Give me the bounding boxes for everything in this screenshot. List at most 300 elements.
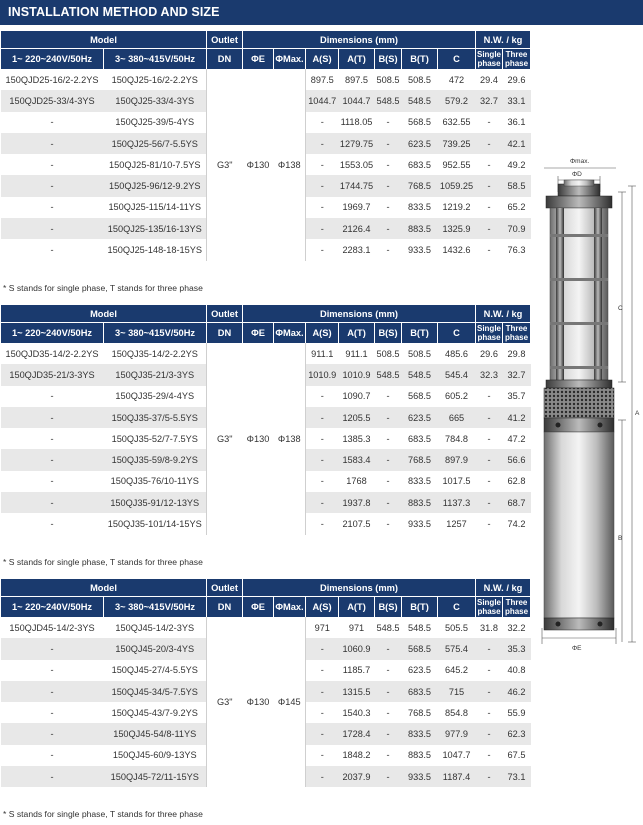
- header-dn: DN: [207, 323, 243, 344]
- cell-single-model: -: [1, 175, 104, 196]
- cell-b-s: -: [375, 723, 402, 744]
- cell-nw-single: -: [476, 407, 503, 428]
- cell-b-t: 683.5: [402, 154, 438, 175]
- cell-single-model: -: [1, 513, 104, 534]
- cell-three-model: 150QJ35-21/3-3YS: [104, 364, 207, 385]
- drawing-label-a: A: [635, 410, 640, 417]
- header-outlet: Outlet: [207, 31, 243, 49]
- cell-b-s: 548.5: [375, 364, 402, 385]
- cell-single-model: -: [1, 723, 104, 744]
- cell-b-s: -: [375, 175, 402, 196]
- cell-b-s: -: [375, 766, 402, 787]
- cell-a-t: 897.5: [339, 69, 375, 90]
- cell-single-model: -: [1, 702, 104, 723]
- cell-three-model: 150QJ45-72/11-15YS: [104, 766, 207, 787]
- cell-b-t: 883.5: [402, 492, 438, 513]
- cell-b-s: 508.5: [375, 69, 402, 90]
- cell-a-s: 971: [306, 617, 339, 638]
- cell-c: 645.2: [438, 660, 476, 681]
- cell-single-model: -: [1, 218, 104, 239]
- cell-b-t: 508.5: [402, 343, 438, 364]
- cell-nw-single: -: [476, 723, 503, 744]
- cell-nw-single: -: [476, 513, 503, 534]
- cell-nw-three: 70.9: [503, 218, 531, 239]
- header-model: Model: [1, 579, 207, 597]
- cell-c: 977.9: [438, 723, 476, 744]
- cell-single-model: 150QJD25-16/2-2.2YS: [1, 69, 104, 90]
- cell-a-s: -: [306, 449, 339, 470]
- cell-b-s: -: [375, 513, 402, 534]
- spec-table-qj25: [0, 31, 531, 261]
- header-a-t: A(T): [339, 597, 375, 618]
- header-text: Three: [505, 50, 528, 59]
- header-text: Single: [476, 598, 501, 607]
- cell-a-t: 1090.7: [339, 386, 375, 407]
- cell-three-model: 150QJ45-14/2-3YS: [104, 617, 207, 638]
- cell-three-model: 150QJ25-16/2-2.2YS: [104, 69, 207, 90]
- cell-b-t: 833.5: [402, 197, 438, 218]
- table-row: [1, 69, 531, 90]
- cell-nw-three: 65.2: [503, 197, 531, 218]
- cell-a-s: -: [306, 681, 339, 702]
- cell-c: 1219.2: [438, 197, 476, 218]
- cell-b-s: -: [375, 702, 402, 723]
- cell-c: 1137.3: [438, 492, 476, 513]
- cell-a-s: 897.5: [306, 69, 339, 90]
- cell-c: 579.2: [438, 90, 476, 111]
- header-text: Three: [505, 598, 528, 607]
- header-a-t: A(T): [339, 323, 375, 344]
- cell-nw-three: 36.1: [503, 112, 531, 133]
- cell-phi-e: Φ130: [243, 69, 274, 261]
- cell-a-t: 1185.7: [339, 660, 375, 681]
- cell-three-model: 150QJ35-37/5-5.5YS: [104, 407, 207, 428]
- cell-a-t: 911.1: [339, 343, 375, 364]
- cell-a-t: 1553.05: [339, 154, 375, 175]
- cell-nw-three: 35.3: [503, 638, 531, 659]
- cell-c: 1432.6: [438, 239, 476, 260]
- cell-nw-single: -: [476, 218, 503, 239]
- cell-dn: G3": [207, 343, 243, 535]
- cell-b-s: -: [375, 428, 402, 449]
- drawing-label-c: C: [618, 305, 623, 312]
- phase-note: * S stands for single phase, T stands for three phase: [3, 809, 203, 819]
- cell-nw-three: 55.9: [503, 702, 531, 723]
- cell-a-s: 911.1: [306, 343, 339, 364]
- header-c: C: [438, 323, 476, 344]
- cell-b-s: -: [375, 638, 402, 659]
- header-b-t: B(T): [402, 597, 438, 618]
- cell-three-model: 150QJ25-135/16-13YS: [104, 218, 207, 239]
- cell-b-t: 548.5: [402, 364, 438, 385]
- cell-b-s: -: [375, 197, 402, 218]
- cell-three-model: 150QJ35-59/8-9.2YS: [104, 449, 207, 470]
- cell-c: 472: [438, 69, 476, 90]
- cell-b-t: 683.5: [402, 428, 438, 449]
- cell-three-model: 150QJ35-101/14-15YS: [104, 513, 207, 534]
- cell-nw-three: 41.2: [503, 407, 531, 428]
- cell-nw-single: -: [476, 471, 503, 492]
- cell-three-model: 150QJ25-81/10-7.5YS: [104, 154, 207, 175]
- cell-three-model: 150QJ25-33/4-3YS: [104, 90, 207, 111]
- cell-single-model: -: [1, 407, 104, 428]
- header-single-phase-weight: [476, 597, 503, 618]
- cell-a-s: -: [306, 638, 339, 659]
- cell-single-model: -: [1, 239, 104, 260]
- cell-nw-single: 29.4: [476, 69, 503, 90]
- cell-nw-single: -: [476, 638, 503, 659]
- cell-a-s: -: [306, 133, 339, 154]
- cell-c: 854.8: [438, 702, 476, 723]
- cell-c: 1017.5: [438, 471, 476, 492]
- cell-three-model: 150QJ35-14/2-2.2YS: [104, 343, 207, 364]
- cell-c: 952.55: [438, 154, 476, 175]
- cell-single-model: -: [1, 112, 104, 133]
- cell-b-t: 833.5: [402, 723, 438, 744]
- header-phi-e: ΦE: [243, 323, 274, 344]
- cell-a-s: 1044.7: [306, 90, 339, 111]
- cell-three-model: 150QJ45-54/8-11YS: [104, 723, 207, 744]
- cell-c: 605.2: [438, 386, 476, 407]
- cell-nw-three: 62.3: [503, 723, 531, 744]
- cell-a-t: 1768: [339, 471, 375, 492]
- cell-a-t: 1118.05: [339, 112, 375, 133]
- header-text: phase: [504, 607, 529, 616]
- cell-nw-three: 29.6: [503, 69, 531, 90]
- cell-three-model: 150QJ45-43/7-9.2YS: [104, 702, 207, 723]
- cell-phi-max: Φ145: [274, 617, 306, 787]
- cell-b-t: 933.5: [402, 766, 438, 787]
- cell-b-s: -: [375, 492, 402, 513]
- cell-phi-max: Φ138: [274, 69, 306, 261]
- cell-nw-three: 32.7: [503, 364, 531, 385]
- cell-a-s: -: [306, 471, 339, 492]
- section-title: INSTALLATION METHOD AND SIZE: [0, 0, 643, 25]
- cell-b-t: 768.5: [402, 175, 438, 196]
- cell-single-model: -: [1, 449, 104, 470]
- cell-nw-three: 47.2: [503, 428, 531, 449]
- pump-dimension-drawing: [536, 150, 643, 670]
- header-single-phase-weight: [476, 49, 503, 70]
- spec-table-qj45: [0, 579, 531, 787]
- cell-nw-three: 40.8: [503, 660, 531, 681]
- header-c: C: [438, 49, 476, 70]
- cell-a-s: -: [306, 154, 339, 175]
- cell-single-model: 150QJD25-33/4-3YS: [1, 90, 104, 111]
- cell-c: 1187.4: [438, 766, 476, 787]
- cell-single-model: -: [1, 660, 104, 681]
- header-dimensions: Dimensions (mm): [243, 579, 476, 597]
- cell-nw-single: 32.3: [476, 364, 503, 385]
- cell-b-t: 548.5: [402, 90, 438, 111]
- cell-nw-three: 73.1: [503, 766, 531, 787]
- cell-a-t: 1848.2: [339, 745, 375, 766]
- cell-a-s: -: [306, 702, 339, 723]
- header-net-weight: N.W. / kg: [476, 305, 531, 323]
- cell-b-s: -: [375, 239, 402, 260]
- cell-phi-e: Φ130: [243, 617, 274, 787]
- header-a-s: A(S): [306, 597, 339, 618]
- cell-a-s: -: [306, 492, 339, 513]
- cell-b-t: 623.5: [402, 407, 438, 428]
- cell-a-t: 1728.4: [339, 723, 375, 744]
- cell-nw-single: -: [476, 197, 503, 218]
- cell-b-s: -: [375, 112, 402, 133]
- cell-b-s: -: [375, 745, 402, 766]
- header-text: phase: [477, 59, 501, 68]
- cell-single-model: -: [1, 766, 104, 787]
- header-single-phase-voltage: 1~ 220~240V/50Hz: [1, 323, 104, 344]
- cell-b-t: 623.5: [402, 133, 438, 154]
- drawing-label-b: B: [618, 535, 623, 542]
- table-row: [1, 343, 531, 364]
- cell-a-s: -: [306, 407, 339, 428]
- header-single-phase-voltage: 1~ 220~240V/50Hz: [1, 597, 104, 618]
- header-three-phase-voltage: 3~ 380~415V/50Hz: [104, 597, 207, 618]
- cell-single-model: 150QJD35-14/2-2.2YS: [1, 343, 104, 364]
- cell-a-t: 1969.7: [339, 197, 375, 218]
- header-three-phase-voltage: 3~ 380~415V/50Hz: [104, 323, 207, 344]
- cell-a-s: -: [306, 428, 339, 449]
- header-text: phase: [477, 333, 501, 342]
- cell-a-t: 2126.4: [339, 218, 375, 239]
- cell-b-t: 883.5: [402, 745, 438, 766]
- cell-a-s: -: [306, 513, 339, 534]
- cell-three-model: 150QJ35-91/12-13YS: [104, 492, 207, 513]
- cell-nw-single: 32.7: [476, 90, 503, 111]
- cell-nw-three: 32.2: [503, 617, 531, 638]
- cell-a-s: -: [306, 386, 339, 407]
- cell-nw-single: -: [476, 239, 503, 260]
- cell-nw-three: 74.2: [503, 513, 531, 534]
- cell-c: 1325.9: [438, 218, 476, 239]
- cell-a-s: -: [306, 239, 339, 260]
- header-phi-max: ΦMax.: [274, 49, 306, 70]
- cell-nw-single: 31.8: [476, 617, 503, 638]
- cell-a-t: 2037.9: [339, 766, 375, 787]
- table-row: [1, 617, 531, 638]
- cell-single-model: -: [1, 386, 104, 407]
- cell-nw-single: -: [476, 702, 503, 723]
- cell-phi-e: Φ130: [243, 343, 274, 535]
- cell-b-t: 548.5: [402, 617, 438, 638]
- drawing-label-phie: ΦE: [572, 645, 582, 652]
- cell-b-t: 933.5: [402, 239, 438, 260]
- cell-a-s: 1010.9: [306, 364, 339, 385]
- cell-nw-three: 33.1: [503, 90, 531, 111]
- cell-b-s: -: [375, 449, 402, 470]
- cell-c: 575.4: [438, 638, 476, 659]
- cell-single-model: -: [1, 471, 104, 492]
- cell-b-t: 623.5: [402, 660, 438, 681]
- cell-three-model: 150QJ25-96/12-9.2YS: [104, 175, 207, 196]
- cell-single-model: -: [1, 745, 104, 766]
- cell-b-s: -: [375, 218, 402, 239]
- header-outlet: Outlet: [207, 305, 243, 323]
- cell-a-t: 1279.75: [339, 133, 375, 154]
- cell-nw-single: -: [476, 660, 503, 681]
- phase-note: * S stands for single phase, T stands for three phase: [3, 557, 203, 567]
- cell-single-model: -: [1, 428, 104, 449]
- header-text: phase: [504, 59, 529, 68]
- cell-b-t: 568.5: [402, 638, 438, 659]
- header-b-s: B(S): [375, 49, 402, 70]
- cell-b-s: -: [375, 471, 402, 492]
- phase-note: * S stands for single phase, T stands for three phase: [3, 283, 203, 293]
- cell-b-t: 568.5: [402, 386, 438, 407]
- cell-three-model: 150QJ25-56/7-5.5YS: [104, 133, 207, 154]
- header-model: Model: [1, 31, 207, 49]
- cell-a-t: 1937.8: [339, 492, 375, 513]
- cell-b-s: 548.5: [375, 617, 402, 638]
- header-phi-e: ΦE: [243, 49, 274, 70]
- cell-three-model: 150QJ45-34/5-7.5YS: [104, 681, 207, 702]
- header-dimensions: Dimensions (mm): [243, 305, 476, 323]
- cell-nw-single: -: [476, 386, 503, 407]
- cell-single-model: -: [1, 492, 104, 513]
- cell-nw-three: 76.3: [503, 239, 531, 260]
- cell-b-t: 933.5: [402, 513, 438, 534]
- cell-three-model: 150QJ35-52/7-7.5YS: [104, 428, 207, 449]
- cell-nw-three: 35.7: [503, 386, 531, 407]
- header-dimensions: Dimensions (mm): [243, 31, 476, 49]
- cell-three-model: 150QJ45-60/9-13YS: [104, 745, 207, 766]
- cell-a-s: -: [306, 766, 339, 787]
- cell-c: 1257: [438, 513, 476, 534]
- header-text: Single: [476, 324, 501, 333]
- cell-b-t: 568.5: [402, 112, 438, 133]
- cell-nw-three: 58.5: [503, 175, 531, 196]
- header-net-weight: N.W. / kg: [476, 31, 531, 49]
- cell-single-model: -: [1, 133, 104, 154]
- cell-a-t: 2107.5: [339, 513, 375, 534]
- cell-a-s: -: [306, 660, 339, 681]
- cell-single-model: -: [1, 681, 104, 702]
- header-three-phase-weight: [503, 323, 531, 344]
- header-c: C: [438, 597, 476, 618]
- cell-c: 897.9: [438, 449, 476, 470]
- cell-dn: G3": [207, 617, 243, 787]
- cell-c: 739.25: [438, 133, 476, 154]
- cell-nw-three: 56.6: [503, 449, 531, 470]
- cell-nw-single: -: [476, 766, 503, 787]
- cell-nw-three: 49.2: [503, 154, 531, 175]
- cell-nw-single: -: [476, 112, 503, 133]
- cell-a-t: 1540.3: [339, 702, 375, 723]
- cell-three-model: 150QJ25-115/14-11YS: [104, 197, 207, 218]
- header-phi-max: ΦMax.: [274, 323, 306, 344]
- cell-a-t: 1744.75: [339, 175, 375, 196]
- cell-a-t: 971: [339, 617, 375, 638]
- cell-b-t: 768.5: [402, 702, 438, 723]
- cell-a-t: 1060.9: [339, 638, 375, 659]
- cell-a-s: -: [306, 175, 339, 196]
- cell-nw-single: -: [476, 745, 503, 766]
- header-b-t: B(T): [402, 323, 438, 344]
- cell-nw-single: -: [476, 428, 503, 449]
- header-phi-max: ΦMax.: [274, 597, 306, 618]
- cell-three-model: 150QJ45-20/3-4YS: [104, 638, 207, 659]
- cell-c: 505.5: [438, 617, 476, 638]
- header-a-s: A(S): [306, 323, 339, 344]
- cell-c: 485.6: [438, 343, 476, 364]
- header-text: Single: [476, 50, 501, 59]
- header-dn: DN: [207, 49, 243, 70]
- cell-a-s: -: [306, 197, 339, 218]
- cell-b-t: 683.5: [402, 681, 438, 702]
- cell-a-t: 1044.7: [339, 90, 375, 111]
- cell-b-t: 508.5: [402, 69, 438, 90]
- cell-three-model: 150QJ25-148-18-15YS: [104, 239, 207, 260]
- header-three-phase-weight: [503, 49, 531, 70]
- cell-nw-three: 42.1: [503, 133, 531, 154]
- cell-three-model: 150QJ25-39/5-4YS: [104, 112, 207, 133]
- cell-b-s: -: [375, 133, 402, 154]
- header-b-s: B(S): [375, 323, 402, 344]
- header-phi-e: ΦE: [243, 597, 274, 618]
- cell-b-s: 548.5: [375, 90, 402, 111]
- spec-table-qj35: [0, 305, 531, 535]
- cell-a-s: -: [306, 112, 339, 133]
- header-dn: DN: [207, 597, 243, 618]
- header-three-phase-weight: [503, 597, 531, 618]
- cell-phi-max: Φ138: [274, 343, 306, 535]
- header-b-s: B(S): [375, 597, 402, 618]
- cell-a-t: 1385.3: [339, 428, 375, 449]
- cell-nw-single: -: [476, 175, 503, 196]
- cell-single-model: -: [1, 154, 104, 175]
- cell-c: 784.8: [438, 428, 476, 449]
- header-a-t: A(T): [339, 49, 375, 70]
- cell-single-model: 150QJD45-14/2-3YS: [1, 617, 104, 638]
- cell-b-s: -: [375, 407, 402, 428]
- drawing-label-phimax: Φmax.: [570, 158, 590, 165]
- cell-nw-single: -: [476, 492, 503, 513]
- cell-b-t: 768.5: [402, 449, 438, 470]
- cell-single-model: -: [1, 197, 104, 218]
- cell-b-t: 833.5: [402, 471, 438, 492]
- cell-c: 545.4: [438, 364, 476, 385]
- drawing-label-phid: ΦD: [572, 171, 582, 178]
- cell-nw-three: 29.8: [503, 343, 531, 364]
- header-model: Model: [1, 305, 207, 323]
- header-net-weight: N.W. / kg: [476, 579, 531, 597]
- header-text: Three: [505, 324, 528, 333]
- cell-nw-three: 46.2: [503, 681, 531, 702]
- cell-single-model: 150QJD35-21/3-3YS: [1, 364, 104, 385]
- header-three-phase-voltage: 3~ 380~415V/50Hz: [104, 49, 207, 70]
- header-single-phase-voltage: 1~ 220~240V/50Hz: [1, 49, 104, 70]
- cell-nw-single: -: [476, 133, 503, 154]
- cell-nw-single: 29.6: [476, 343, 503, 364]
- header-text: phase: [504, 333, 529, 342]
- header-a-s: A(S): [306, 49, 339, 70]
- cell-nw-three: 67.5: [503, 745, 531, 766]
- cell-nw-three: 62.8: [503, 471, 531, 492]
- cell-three-model: 150QJ35-29/4-4YS: [104, 386, 207, 407]
- cell-three-model: 150QJ45-27/4-5.5YS: [104, 660, 207, 681]
- cell-c: 715: [438, 681, 476, 702]
- cell-a-s: -: [306, 745, 339, 766]
- cell-a-t: 1205.5: [339, 407, 375, 428]
- cell-single-model: -: [1, 638, 104, 659]
- cell-nw-single: -: [476, 449, 503, 470]
- cell-c: 632.55: [438, 112, 476, 133]
- cell-a-t: 1583.4: [339, 449, 375, 470]
- header-single-phase-weight: [476, 323, 503, 344]
- cell-c: 665: [438, 407, 476, 428]
- header-text: phase: [477, 607, 501, 616]
